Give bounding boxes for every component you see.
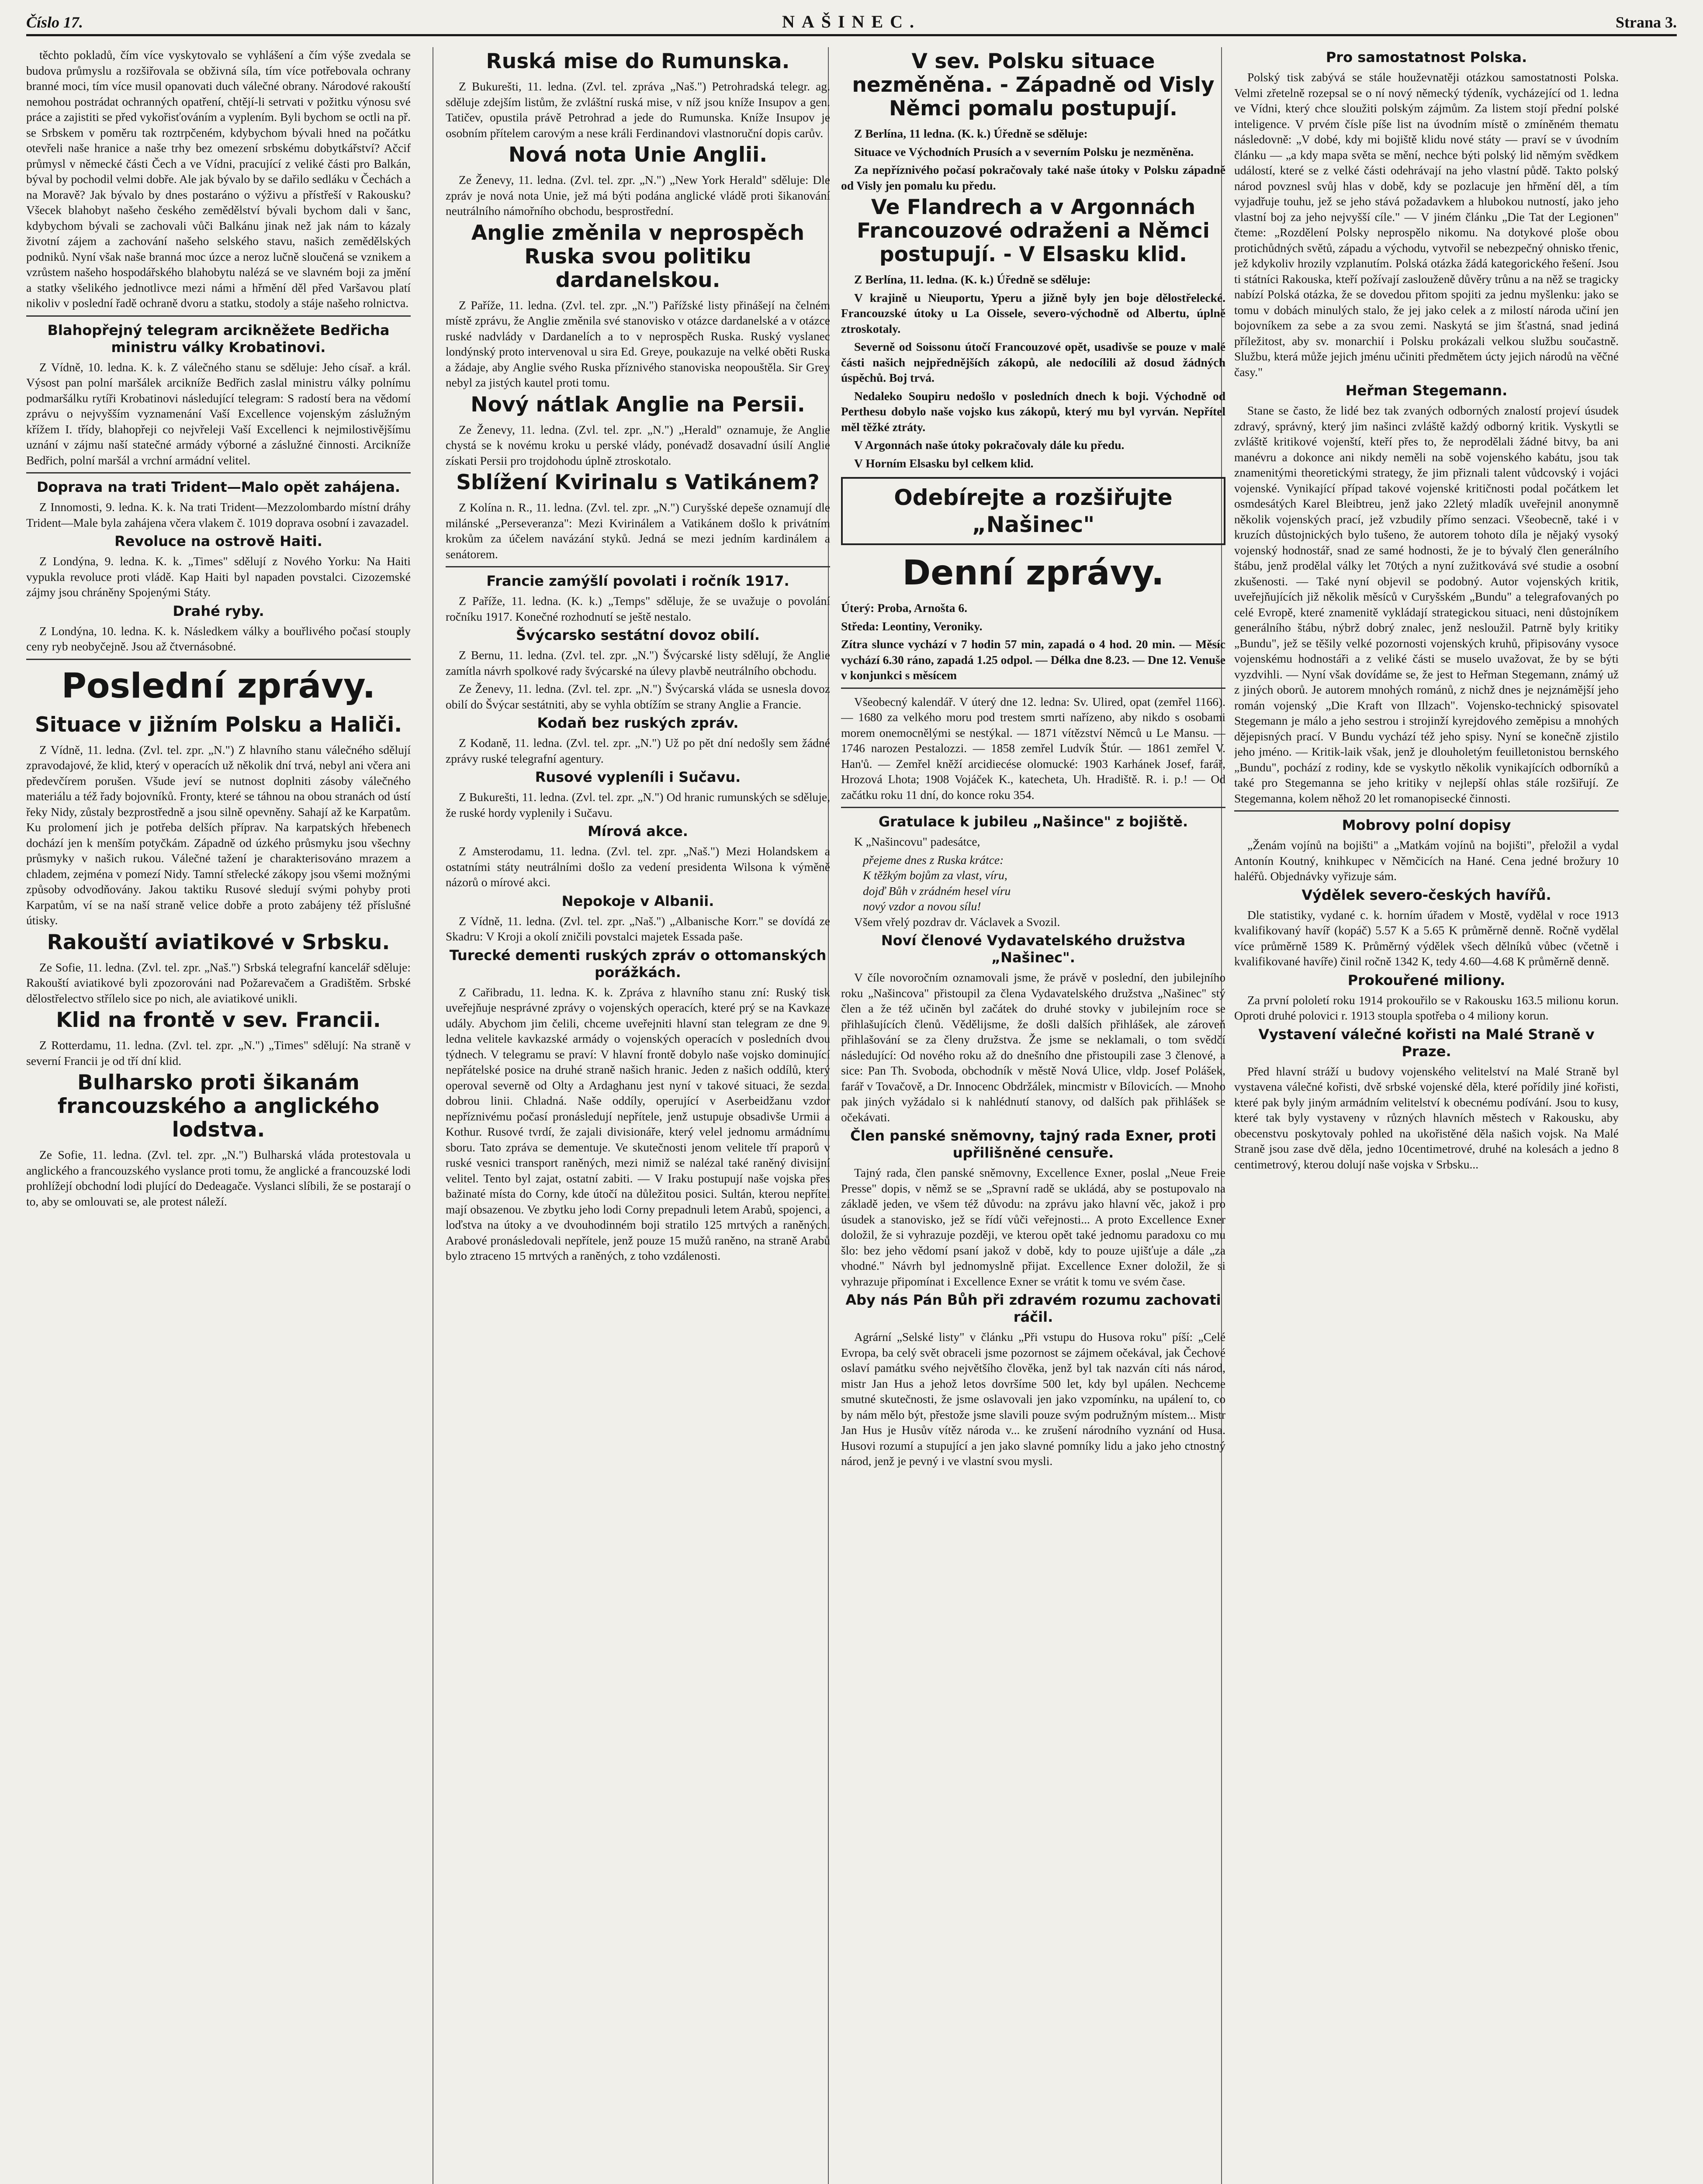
headline-vydavatelstvo: Noví členové Vydavatelského družstva „Našinec".	[881, 932, 1186, 966]
article-persie	[446, 422, 830, 469]
paragraph: Severně od Soissonu útočí Francouzové opět, usadivše se pouze v malé části našich nejpřednějších zákopů, ale nedocílili až dosud žádných úspěchů. Boj trvá.	[841, 340, 1225, 384]
headline-prokourene: Prokouřené miliony.	[1347, 971, 1506, 988]
paragraph: Z Amsterodamu, 11. ledna. (Zvl. tel. zpr. „Naš.") Mezi Holandskem a ostatními státy neutrálními došlo za vedení presidenta Wilsona k výměně názorů o mírové akci.	[446, 844, 830, 889]
paragraph: Ze Ženevy, 11. ledna. (Zvl. tel. zpr. „N.") „Herald" oznamuje, že Anglie chystá se k novému kroku u perské vlády, ponévadž dosavadní úsilí Anglie získati Persii pro trojdohodu úplně ztroskotalo.	[446, 422, 830, 467]
separator	[26, 315, 411, 317]
article-vatikan	[446, 500, 830, 562]
article-exner	[841, 1165, 1225, 1289]
paragraph: V Horním Elsasku byl celkem klid.	[854, 456, 1034, 470]
article-arcikniže	[26, 359, 411, 468]
headline-nota: Nová nota Unie Anglii.	[508, 143, 768, 167]
article-vystaveni	[1234, 1064, 1619, 1172]
headline-vystaveni: Vystavení válečné kořisti na Malé Straně v Praze.	[1258, 1026, 1595, 1060]
paragraph: Tajný rada, člen panské sněmovny, Excellence Exner, poslal „Neue Freie Presse" dopis, v němž se se „Spravní radě se ukládá, aby se postupovalo na základě jeden, ve všem též důvodu: na zprávu jako hlavní věc, jakož i pro úsudek a stanovisko, jež se řídí vůči veřejnosti... A proto Excellence Exner doložil, že si vyhrazuje později, ve kterou opět také jednomu paradoxu co mu šlo: bez jeho vědomí psaní jakož v době, kdy to pouze ujišťuje a dále „za vhodné." Návrh byl jednomyslně přijat. Excellence Exner doložil, že si vyhrazuje připomínat i Excellence Exner se vrátit k tomu ve svém čase.	[841, 1166, 1225, 1288]
separator	[1234, 810, 1619, 812]
paragraph: Z Vídně, 10. ledna. K. k. Z válečného stanu se sděluje: Jeho císař. a král. Výsost pan polní maršálek arcikníže Bedřich zaslal ministru války polnímu podmaršálku rytíři Krobatinovi následující telegram: S radostí bera na vědomí zprávu o nejvyšším vyznamenání Vaší Excellence vojenským záslužným křížem I. třídy, blahopřeji co nejvřeleji Vaší Excellenci k nejmilostivějšímu uznání v zájmu naší statečné armády výborné a záslužné činnosti. Arcikníže Bedřich, polní maršál a vrchní armádní velitel.	[26, 360, 411, 467]
headline-flandry: Ve Flandrech a v Argonnách Francouzové odraženi a Němci postupují. - V Elsasku klid.	[857, 195, 1210, 266]
paragraph: V krajině u Nieuportu, Yperu a jižně byly jen boje dělostřelecké. Francouzské útoky u La Oissele, severo-východně od Albertu, úplně ztroskotaly.	[841, 290, 1225, 335]
headline-exner: Člen panské sněmovny, tajný rada Exner, proti upřilišněné censuře.	[850, 1127, 1216, 1161]
column-3	[841, 47, 1225, 2184]
article-klid	[26, 1037, 411, 1068]
paragraph: Úterý: Proba, Arnošta 6.	[841, 601, 967, 615]
headline-mir: Mírová akce.	[588, 823, 688, 840]
paragraph: Z Kodaně, 11. ledna. (Zvl. tel. zpr. „N.") Už po pět dní nedošly sem žádné zprávy ruské telegrafní agentury.	[446, 736, 830, 765]
paragraph: Z Berlína, 11 ledna. (K. k.) Úředně se sděluje:	[854, 127, 1088, 140]
headline-kodan: Kodaň bez ruských zpráv.	[537, 715, 739, 731]
article-prokourene	[1234, 992, 1619, 1023]
paragraph: V číle novoročním oznamovali jsme, že právě v poslední, den jubilejního roku „Našincova" přistoupil za člena Vydavatelského družstva „Našinec" stý člen a že též učiněn byl začátek do druhé stovky v jubilejním roce se přihlašujících členů. Vědělijsme, že došli dalších přihlášek, ale zároveň přihlašování se za členy družstva. Že jsme se neklamali, o tom svědčí následující: Od nového roku až do dnešního dne přistoupili zase 3 členové, a sice: Pan Th. Svoboda, obchodník v městě Nová Ulice, vldp. Josef Polášek, farář v Tovačově, a Dr. Innocenc Obdržálek, mincmistr v Bílovicích. — Mnoho pak jiných vyžádalo si k nahlédnutí stanovy, od dalších pak přihlášek se očekávati.	[841, 971, 1225, 1124]
gratulace-sign	[841, 914, 1225, 930]
paragraph: Před hlavní stráží u budovy vojenského velitelství na Malé Straně byl vystavena válečné kořisti, dvě srbské vojenské děla, které pořídily jiné kořisti, které pak byly jiným armádním velitelství k obecnému podívání. Jsou to kusy, které tak byly vystaveny v různých hlavních městech v Rakousku, aby obecenstvu poskytovaly pohled na ukořistěné děla našich vojsk. Na Malé Straně jsou zase dvě děla, jedno 10centimetrové, druhé na kolesách a jedno 8 centimetrový, kterou dolují naše vojska v Srbsku...	[1234, 1064, 1619, 1171]
headline-samostatnost: Pro samostatnost Polska.	[1326, 49, 1527, 66]
separator	[26, 472, 411, 473]
paragraph: Z Rotterdamu, 11. ledna. (Zvl. tel. zpr. „N.") „Times" sdělují: Na straně v severní Francii je od tří dní klid.	[26, 1038, 411, 1068]
paragraph: Agrární „Selské listy" v článku „Při vstupu do Husova roku" píší: „Celé Evropa, ba celý svět obraceli jsme pozornost se zájmem očekával, jak Čechové oslaví památku svého největšího člověka, jenž byl tak nazván cíti nás národ, mistr Jan Hus a jehož letos dovršíme 500 let, kdy byl upálen. Nechceme smutné skutečnosti, že jsme oslavovali jen jako vzpomínku, na upálení to, co by nám mělo být, přestože jsme slavili pouze svým podružným místem... Mistr Jan Hus je Husův vítěz národa v... ke zrušení národního vyznání od Husa. Husovi rozumí a stupující a jen jako slavné pomníky lidu a jako jeho ctnostný národ, jenž je pevný i ve vlastní svou mysli.	[841, 1330, 1225, 1468]
paragraph: Z Bukurešti, 11. ledna. (Zvl. tel. zpr. „N.") Od hranic rumunských se sděluje, že ruské hordy vyplenily i Sučavu.	[446, 790, 830, 819]
issue-number: Číslo 17.	[26, 14, 83, 31]
paragraph: Ze Sofie, 11. ledna. (Zvl. tel. zpr. „N.") Bulharská vláda protestovala u anglického a francouzského vyslance proti tomu, že anglické a francouzské lodi prohlížejí obchodní lodi plující do Dedeagače. Vyslanci slíbili, že se postarají o to, aby se omlouvati se, ale protest náleží.	[26, 1148, 411, 1208]
paragraph: Ze Sofie, 11. ledna. (Zvl. tel. zpr. „Naš.") Srbská telegrafní kancelář sděluje: Rakouští aviatikové byli zpozorováni nad Požarevačem a Gradištěm. Srbské dělostřelectvo střílelo sice po nich, ale aviatikové unikli.	[26, 960, 411, 1005]
paragraph: Z Vídně, 11. ledna. (Zvl. tel. zpr. „Naš.") „Albanische Korr." se dovídá ze Skadru: V Kroji a okolí zničili povstalci majetek Essada paše.	[446, 914, 830, 943]
article-samostatnost	[1234, 69, 1619, 380]
article-mobr	[1234, 837, 1619, 884]
article-vydavatelstvo	[841, 970, 1225, 1125]
article-stegemann	[1234, 403, 1619, 806]
paragraph: nový vzdor a novou sílu!	[863, 899, 981, 913]
paragraph: Všeobecný kalendář. V úterý dne 12. ledna: Sv. Ulired, opat (zemřel 1166). — 1680 za velkého moru pod trestem smrti nařízeno, aby nikdo s osobami morem onemocnělými se nestýkal. — 1871 vítězství Němců u Le Mansu. — 1746 narozen Pestalozzi. — 1858 zemřel Ludvík Štúr. — 1861 zemřel V. Han'ů. — Zemřel kněží arcidiecése olomucké: 1903 Karhánek Josef, farář, Hrozová Lhota; 1908 Vojáček K., katecheta, Uh. Hradiště. R. i. p.! — Od začátku roku 11 dní, do konce roku 354.	[841, 695, 1225, 802]
article-continuation	[26, 47, 411, 311]
article-rumunsko	[446, 79, 830, 141]
paragraph: dojď Bůh v zrádném hesel víru	[863, 884, 1011, 898]
headline-arcikniže: Blahopřejný telegram arcikněžete Bedřicha ministru války Krobatinovi.	[47, 321, 390, 356]
article-flandry	[841, 272, 1225, 471]
headline-srbsko: Rakouští aviatikové v Srbsku.	[47, 930, 390, 954]
subscribe-banner: Odebírejte a rozšiřujte „Našinec"	[841, 477, 1225, 545]
paragraph: Z Cařibradu, 11. ledna. K. k. Zpráva z hlavního stanu zní: Ruský tisk uveřejňuje nesprávné zprávy o vojenských operacích, které prý se na Kavkaze udály. Abychom jim čelili, chceme uveřejniti hlavní stan telegram ze dne 9. ledna velitele kavkazské armády o vojenských operacích v posledních dvou týdnech. V telegramu se praví: V hlavní frontě dobylo naše vojsko dominující nepřátelské posice na druhé straně našich hranic. Jeden z našich oddílů, který operoval severně od Olty a Ardaghanu jest nyní v takové situaci, že sezdal dobrou linii. Chladná. Naše oddíly, operující v Aserbeidžanu vzdor nepříznivému počasí pronásledují nepřítele, jenž ustupuje obsadivše Urmii a Kothur. Rusové tvrdí, že zajali divisionáře, který velel jednomu armádnímu sboru. Tato zpráva se dementuje. Ve skutečnosti jenom velitele tří praporů v ruské vesnici transport raněných, mezi nimiž se nalézal také raněný divisijní velitel. Tento byl zajat, ostatní zabiti. — V Iraku postupují naše vojska přes bažinaté místa do Corny, kde útočí na důležitou posici. Sultán, kterou nepřítel mají obsazenou. Ve zbytku jeho lodi Corny prepadnuli letem Arabů, spojenci, a loďstva na útoky a ve dvouhodinném boji stratilo 125 mrtvých a raněných. Arabové pronásledovali nepřítele, jenž pouze 15 mužů raněno, na straně Arabů bylo ztraceno 15 mrtvých a raněných, z toho vzdálenosti.	[446, 985, 830, 1262]
article-bulhar	[26, 1147, 411, 1209]
paragraph: Z Paříže, 11. ledna. (Zvl. tel. zpr. „N.") Pařížské listy přinášejí na čelném místě zprávu, že Anglie změnila své stanovisko v otázce dardanelské a v otázce ruské nadvlády v Dardanelích a to v neprospěch Ruska. Ruský vyslanec londýnský proto intervenoval u sira Ed. Greye, poukazuje na velké oběti Ruska a žádaje, aby Anglie svého Ruska příznivého stanoviska neopouštěla. Sir Grey nebyl za jistých kautel proti tomu.	[446, 298, 830, 389]
article-vydelek	[1234, 907, 1619, 969]
article-general-calendar	[841, 694, 1225, 803]
separator	[446, 566, 830, 567]
paragraph: Z Londýna, 10. ledna. K. k. Následkem války a bouřlivého počasí stouply ceny ryb neobyčejně. Jsou až čtvernásobné.	[26, 624, 411, 653]
article-haiti	[26, 553, 411, 600]
article-nota	[446, 172, 830, 219]
paragraph: Dle statistiky, vydané c. k. horním úřadem v Mostě, vydělal v roce 1913 kvalifikovaný havíř (kopáč) 5.57 K a 5.65 K průměrně denně. Ročně vydělal více průměrně 1589 K. Průměrný výdělek všech dělníků vůbec (včetně i kvalifikované havíře) činil ročně 1342 K, tedy 4.60—4.68 K průměrně denně.	[1234, 908, 1619, 968]
headline-anglie: Anglie změnila v neprospěch Ruska svou politiku dardanelskou.	[471, 221, 805, 292]
newspaper-title: NAŠINEC.	[782, 12, 921, 31]
paragraph: Z Bernu, 11. ledna. (Zvl. tel. zpr. „N.") Švýcarské listy sdělují, že Anglie zamítla návrh spolkové rady švýcarské na úlevy plavbě neutrálního obchodu.	[446, 648, 830, 677]
paragraph: K „Našincovu" padesátce,	[854, 835, 980, 848]
headline-haiti: Revoluce na ostrově Haiti.	[114, 533, 322, 549]
paragraph: Situace ve Východních Prusích a v severním Polsku je nezměněna.	[854, 145, 1194, 159]
paragraph: Nedaleko Soupiru nedošlo v posledních dnech k boji. Východně od Perthesu dobylo naše vojsko kus zákopů, který mu byl vyrván. Nepřítel měl těžké ztráty.	[841, 389, 1225, 434]
paragraph: Stane se často, že lidé bez tak zvaných odborných znalostí projeví úsudek zdravý, správný, který jim našinci zvláště každý odborný kritik. Vyskytli se zvláště kritikové vojenští, kteří přes to, že neprodělali žádné bitvy, ba ani manévru a dokonce ani nikdy neměli na sobě vojenského kabátu, jsou tak znamenitými theoretickými strategy, že jim přiznali talent vůdcovský i vojáci vojenské. Vynikající případ takové vojenské kritičnosti podal počátkem let osmdesátých Karel Bleibtreu, jenž jako 22letý mladík uveřejnil anonymně několik vojenských prací, jež vzbudily přímo senzaci. Všeobecně, také i v kruzích důstojnických bylo tušeno, že autorem tohoto díla je nějaký vysoký vojenský hodnostář, snad ze samé hodnosti, že je to bývalý člen generálního štábu, jenž prodělal války let 70tých a nyní zužitkovává své studie a osobní zkušenosti. — Také nyní objevil se podobný. Autor vojenských kritik, uveřejňujících již několik měsíců v Curyšském „Bundu" a telegrafovaných po celé Evropě, které znamenitě vykládají strategickou situaci, neni důstojníkem generálního štábu, nýbrž dobrý znalec, jenž nesloužil. Patrně byly kritiky „Bundu", jež se těšily velké pozornosti vojenských kruhů, připisovány vysoce vojenskému hodnostáři a z veliké části se muselo uvažovat, že by se býti vyzdvihli. — Nyní však dovídáme se, že jest to Heřman Stegemann, známý už z jiných oborů. Je autorem mnohých románů, z nichž dnes je nejznámější jeho román vojenský „Die Kraft von Illzach". Vojensko-technický spisovatel Stegemann je málo a jeho sestrou i strojinží kyrejdového zeměpisu a mnohých dějepisných prací. V Bundu vychází též jeho spisy. Nyní se konečně zjistilo jeho jméno. — Kritik-laik však, jenž je dlouholetým feuilletonistou bernského „Bundu", pochází z rodiny, kde se vyskytlo několik vynikajících odborníků a také pro Stegemanna se jeho kritiky v nejlepší ohlas stále rozšiřují. Ze Stegemanna, kolem něhož 20 let romanopisecké činnosti.	[1234, 404, 1619, 805]
paragraph: Polský tisk zabývá se stále houževnatěji otázkou samostatnosti Polska. Velmi zřetelně rozepsal se o ní nový německý týdeník, vycházející od 1. ledna ve Vídni, který chce sloužiti polským zájmům. Za listem stojí přední polské inteligence. V prvém čísle píše list na úvodním místě o zmíněném thematu následovně: „V dobé, kdy mi bojiště klidu nové státy — praví se v úvodním článku — „a kdy mapa světa se mění, nechce býti polský lid němým svědkem událostí, které se z velké části odehrávají na jeho vlastní půdě. Takto polský národ povznesl svůj hlas v době, kdy se pozlacuje jen hřmění děl, a tím vyjadřuje touhu, jež se jeho stává požadavkem a hlubokou nutností, jako jeho vlastní boj za jeho nejvyšší cíle." — V jiném článku „Die Tat der Legionen" čteme: „Rozdělení Polsky neprospělo nikomu. Na dotykové ploše obou protichůdných světů, západu a východu, vytvořil se nebezpečný ohnisko třenic, jež kdykoliv hrozily vzplanutím. Polská otázka žádá kategorického řešení. Jsou ti státníci Rakouska, kteří požívají zaslouženě důvěry trůnu a na něž se tragicky nabízí Polská otázka, že se dovedou přitom spojiti za jednu myšlenku: jako se tomu v dobách minulých stalo, že jej jako celek a z milostí národa učiní jen bojovníkem za sebe a za svou zemi. Naskytá se jim šťastná, snad jediná příležitost, aby sv. monarchií i Polsku prokázali velkou službu součastně. Službu, která může jejich jménu učiniti předmětem úcty jejich národů na věčné časy."	[1234, 70, 1619, 379]
headline-ryby: Drahé ryby.	[173, 602, 264, 619]
headline-rumunsko: Ruská mise do Rumunska.	[486, 49, 790, 73]
article-kodan	[446, 735, 830, 766]
separator	[841, 807, 1225, 808]
paragraph: „Ženám vojínů na bojišti" a „Matkám vojínů na bojišti", přeložil a vydal Antonín Koutný, knihkupec v Němčicích na Hané. Cena jedné brožury 10 haléřů. Objednávky vyřizuje sám.	[1234, 838, 1619, 883]
headline-gratulace: Gratulace k jubileu „Našince" z bojiště.	[878, 813, 1188, 830]
paragraph: Z Vídně, 11. ledna. (Zvl. tel. zpr. „N.") Z hlavního stanu válečného sdělují zpravodajové, že klid, který v operacích už několik dní trvá, nebyl ani včera ani předevčírem porušen. Všude jeví se nutnost doplniti zásoby válečného materiálu a též řady bojovníků. Fronty, které se táhnou na obou stranách od ústí řeky Nidy, zůstaly bezprostředně a jsou silně opevněny. Sahají až ke Karpatům. Ku prolomení jich je potřeba delších příprav. Na karpatských hřebenech dochází jen k menším potyčkám. Západně od úzkého průsmyku jsou všechny průsmyky v našich rukou. Válečné tažení je charakterisováno mrazem a chladem, zejména v pomezí Nidy. Tamní střelecké zákopy jsou všemi možnými způsoby odvodňovány. Jakou taktiku Rusové sledují svými pohyby proti Karpatům, ví se na naší straně velice dobře a proto zabájeny též příslušné útisky.	[26, 743, 411, 927]
paragraph: Z Innomosti, 9. ledna. K. k. Na trati Trident—Mezzolombardo místní dráhy Trident—Male byla zahájena včera vlakem č. 1019 doprava osobní i zavazadel.	[26, 500, 411, 529]
headline-stegemann: Heřman Stegemann.	[1345, 382, 1508, 399]
separator	[26, 659, 411, 660]
paragraph: Za první pololetí roku 1914 prokouřilo se v Rakousku 163.5 milionu korun. Oproti druhé polovici r. 1913 stoupla spotřeba o 4 miliony korun.	[1234, 993, 1619, 1022]
headline-klid: Klid na frontě v sev. Francii.	[56, 1008, 381, 1032]
article-srbsko	[26, 960, 411, 1006]
headline-francie: Francie zamýšlí povolati i ročník 1917.	[486, 573, 789, 589]
headline-trent: Doprava na trati Trident—Malo opět zahájena.	[36, 479, 401, 495]
article-francie	[446, 593, 830, 624]
column-4	[1234, 47, 1619, 2184]
paragraph: Zítra slunce vychází v 7 hodin 57 min, zapadá o 4 hod. 20 min. — Měsíc vychází 6.30 ráno, zapadá 1.25 odpol. — Délka dne 8.23. — Dne 12. Venuše v konjunkci s měsícem	[841, 637, 1225, 682]
paragraph: Středa: Leontiny, Veroniky.	[841, 619, 983, 633]
paragraph: Za nepříznivého počasí pokračovaly také naše útoky v Polsku západně od Visly jen pomalu ku předu.	[841, 163, 1225, 192]
paragraph: V Argonnách naše útoky pokračovaly dále ku předu.	[854, 438, 1125, 452]
headline-albanie: Nepokoje v Albanii.	[561, 892, 714, 909]
paragraph: K těžkým bojům za vlast, víru,	[863, 868, 1007, 882]
paragraph: Všem vřelý pozdrav dr. Václavek a Svozil.	[854, 915, 1060, 929]
article-ryby	[26, 623, 411, 654]
column-1	[26, 47, 411, 2184]
article-albanie	[446, 913, 830, 944]
paragraph: Z Londýna, 9. ledna. K. k. „Times" sdělují z Nového Yorku: Na Haiti vypukla revoluce proti vládě. Kap Haiti byl napaden povstalci. Cizozemské zájmy jsou chráněny Spojenými Státy.	[26, 554, 411, 599]
article-turecko	[446, 985, 830, 1264]
headline-vatikan: Sblížení Kvirinalu s Vatikánem?	[456, 470, 820, 494]
paragraph: Z Kolína n. R., 11. ledna. (Zvl. tel. zpr. „N.") Curyšské depeše oznamují dle milánské „Perseveranza": Mezi Kvirinálem a Vatikánem došlo k privátním krokům za účelem navázání styků. Jedná se mezi jedním kardinálem a senátorem.	[446, 501, 830, 561]
headline-svycar: Švýcarsko sestátní dovoz obilí.	[516, 627, 760, 643]
headline-vydelek: Výdělek severo-českých havířů.	[1301, 886, 1551, 903]
paragraph: Z Berlína, 11. ledna. (K. k.) Úředně se sděluje:	[854, 273, 1091, 286]
paragraph: Z Paříže, 11. ledna. (K. k.) „Temps" sděluje, že se uvažuje o povolání ročníku 1917. Konečné rozhodnutí se ještě nestalo.	[446, 594, 830, 623]
headline-persie: Nový nátlak Anglie na Persii.	[471, 392, 805, 417]
article-svycar	[446, 647, 830, 712]
headline-turecko: Turecké dementi ruských zpráv o ottomanských porážkách.	[449, 947, 827, 981]
headline-sucav: Rusové vypleníli i Sučavu.	[535, 769, 741, 785]
gratulace-poem	[841, 852, 1225, 914]
article-anglie	[446, 297, 830, 390]
page-number: Strana 3.	[1615, 14, 1677, 31]
column-2	[446, 47, 830, 2184]
article-halic	[26, 742, 411, 928]
headline-buh: Aby nás Pán Bůh při zdravém rozumu zachovati ráčil.	[845, 1292, 1221, 1325]
gratulace-intro	[841, 834, 1225, 850]
article-mir	[446, 843, 830, 890]
headline-polsko: V sev. Polsku situace nezměněna. - Západně od Visly Němci pomalu postupují.	[852, 49, 1215, 121]
article-sucav	[446, 789, 830, 820]
paragraph: Z Bukurešti, 11. ledna. (Zvl. tel. zpráva „Naš.") Petrohradská telegr. ag. sděluje zdejším listům, že zvláštní ruská mise, v níž jsou kníže Insupov a gen. Tatičev, opustila právě Petrohrad a jede do Rumunska. Kníže Insupov je osobním přítelem carovým a nese králi Ferdinandovi vlastnoruční dopis carův.	[446, 79, 830, 140]
paragraph: Ze Ženevy, 11. ledna. (Zvl. tel. zpr. „N.") Švýcarská vláda se usnesla dovoz obilí do Švýcar sestátniti, aby se vyhla obtížím se strany Anglie a Francie.	[446, 682, 830, 711]
headline-mobr: Mobrovy polní dopisy	[1342, 817, 1511, 833]
article-buh	[841, 1329, 1225, 1469]
paragraph: Ze Ženevy, 11. ledna. (Zvl. tel. zpr. „N.") „New York Herald" sděluje: Dle zpráv je nová nota Unie, jež má býti podána anglické vládě proti šikanování neutrálního námořního obchodu, besprostřední.	[446, 173, 830, 218]
article-trent	[26, 499, 411, 530]
paragraph: přejeme dnes z Ruska krátce:	[863, 853, 1004, 867]
banner-latest-news: Poslední zprávy.	[61, 666, 376, 706]
headline-bulhar: Bulharsko proti šikanám francouzského a anglického lodstva.	[57, 1071, 380, 1142]
headline-daily-news: Denní zprávy.	[902, 553, 1164, 593]
paragraph: těchto pokladů, čím více vyskytovalo se vyhlášení a čím výše zvedala se budova průmyslu a rozšiřovala se obživná síla, tím více potřebovala ochrany branné moci, tím více musil opanovati duch válečné obrany. Národové rakouští nemohou postrádat ochranných opatření, chtějí-li setrvati v požitku výnosu své práce a zajistiti se před vykořisťováním a vyplením. Byli bychom se octli na př. se Srbskem v poměru tak roztrpčeném, kdybychom bývali hned na počátku otevřeli naše hranice a naše trhy bez omezení srbskému dobytkářství? Ačcif průmysl v německé části Čech a ve Vídni, pracující z veliké části pro Balkán, býval by pochodil velmi dobře. Ale jak bývalo by se dařilo sedláku v Čechách a na Moravě? Jak bývalo by dnes postaráno o výživu a přístřeší v Rakousku? Všecek blahobyt našeho českého zemědělství bývali bychom dali v šanc, kdybychom bývali se zachovali vůči Balkánu jinak než jak nám to kázaly životní zájem a zachování našeho selského stavu, našich zemědělských podniků. Nyní však naše branná moc úzce a neroz lučně sloučená se vznikem a vzrůstem našeho hospodářského blahobytu nalézá se ve slavném boji za jmění a statky všelikého jednotlivce mezi námi a hřmění děl před Varšavou platí nikoliv v poslední řadě ochraně dvoru a statku, stodoly a stáje našeho rolnictva.	[26, 48, 411, 310]
headline-halic: Situace v jižním Polsku a Haliči.	[35, 712, 402, 737]
separator	[841, 688, 1225, 689]
calendar-block	[841, 600, 1225, 683]
masthead	[26, 10, 1677, 36]
article-polsko	[841, 126, 1225, 193]
